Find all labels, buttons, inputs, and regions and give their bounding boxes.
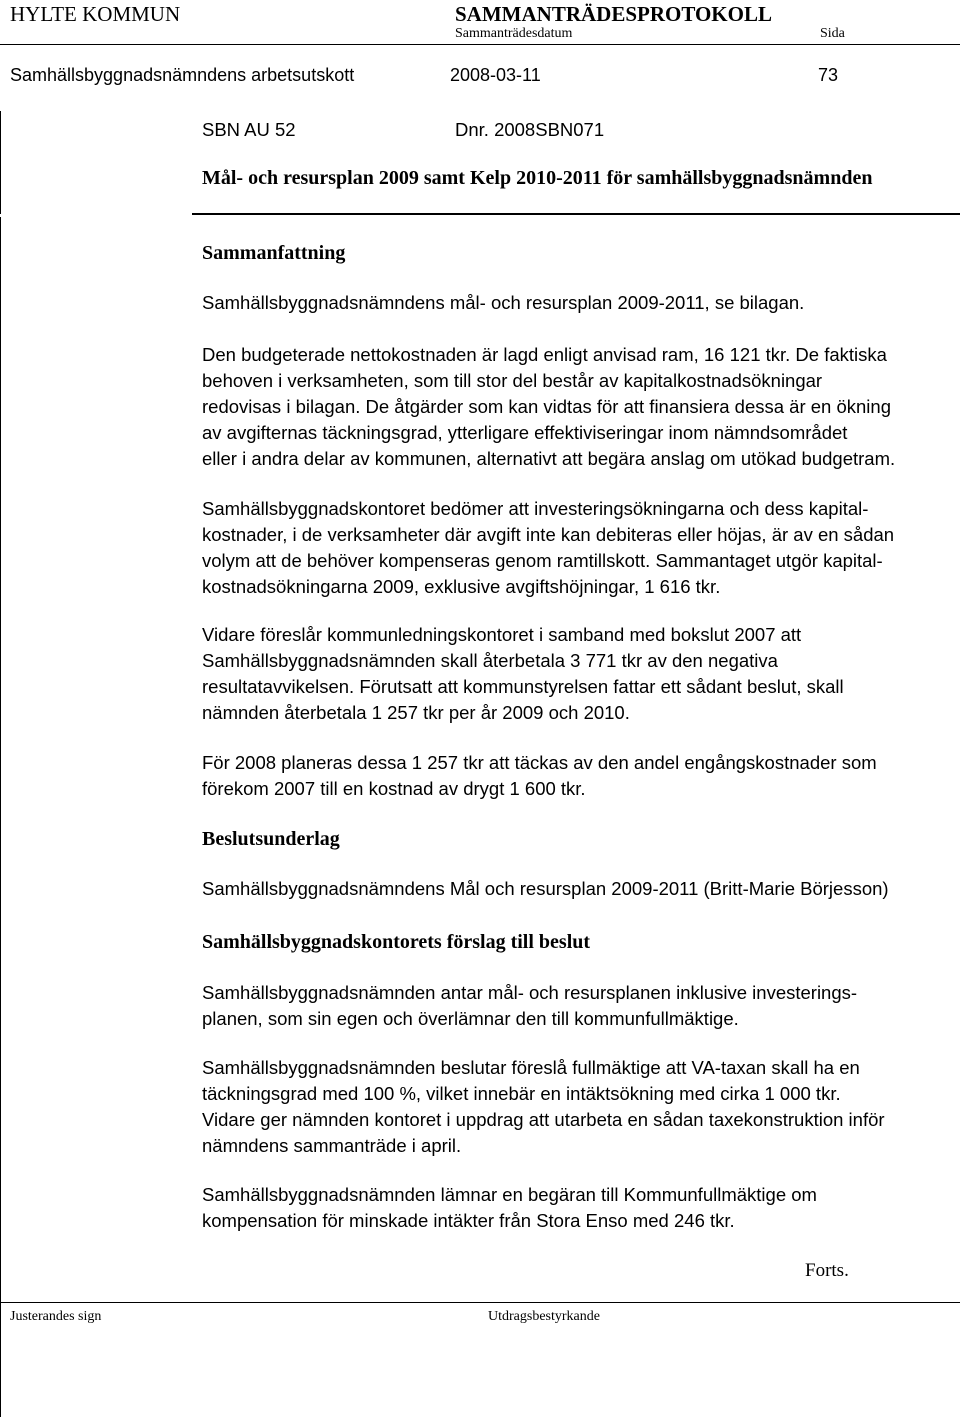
page-label: Sida — [820, 26, 845, 41]
text-line: Samhällsbyggnadsnämnden beslutar föreslå fullmäktige att VA-taxan skall ha en — [202, 1057, 860, 1078]
summary-paragraph-1 — [202, 290, 804, 316]
case-number: SBN AU 52 — [202, 119, 296, 140]
footer-left-rule — [0, 1302, 1, 1417]
left-margin-rule — [0, 111, 1, 214]
text-line: Vidare ger nämnden kontoret i uppdrag att utarbeta en sådan taxekonstruktion inför — [202, 1109, 885, 1130]
proposal-paragraph-2 — [202, 1055, 885, 1159]
text-line: planen, som sin egen och överlämnar den till kommunfullmäktige. — [202, 1008, 739, 1029]
page-number: 73 — [818, 65, 839, 85]
text-line: kompensation för minskade intäkter från Stora Enso med 246 tkr. — [202, 1210, 735, 1231]
text-line: nämnden återbetala 1 257 tkr per år 2009 och 2010. — [202, 702, 630, 723]
text-line: För 2008 planeras dessa 1 257 tkr att täckas av den andel engångskostnader som — [202, 752, 877, 773]
text-line: täckningsgrad med 100 %, vilket innebär en intäktsökning med cirka 1 000 tkr. — [202, 1083, 841, 1104]
summary-paragraph-5 — [202, 750, 877, 802]
committee-name: Samhällsbyggnadsnämndens arbetsutskott — [10, 65, 355, 85]
text-line: förekom 2007 till en kostnad av drygt 1 600 tkr. — [202, 778, 586, 799]
continued-marker: Forts. — [805, 1260, 849, 1281]
extract-certification-label: Utdragsbestyrkande — [488, 1309, 600, 1324]
text-line: volym att de behöver kompenseras genom ramtillskott. Sammantaget utgör kapital- — [202, 550, 883, 571]
text-line: Samhällsbyggnadsnämnden lämnar en begäran till Kommunfullmäktige om — [202, 1184, 817, 1205]
summary-paragraph-2 — [202, 342, 895, 472]
registration-number: Dnr. 2008SBN071 — [455, 119, 605, 140]
case-title: Mål- och resursplan 2009 samt Kelp 2010-2011 för samhällsbyggnadsnämnden — [202, 167, 873, 189]
text-line: kostnadsökningarna 2009, exklusive avgiftshöjningar, 1 616 tkr. — [202, 576, 721, 597]
text-line: Den budgeterade nettokostnaden är lagd enligt anvisad ram, 16 121 tkr. De faktiska — [202, 344, 887, 365]
section-heading-proposal: Samhällsbyggnadskontorets förslag till beslut — [202, 931, 591, 953]
section-heading-basis: Beslutsunderlag — [202, 828, 340, 850]
footer-divider — [0, 1302, 960, 1303]
document-type: SAMMANTRÄDESPROTOKOLL — [455, 2, 772, 26]
signature-label: Justerandes sign — [10, 1309, 102, 1324]
summary-paragraph-4 — [202, 622, 844, 726]
text-line: av avgifternas täckningsgrad, ytterligare effektiviseringar inom nämndsområdet — [202, 422, 848, 443]
municipality-name: HYLTE KOMMUN — [10, 2, 181, 26]
basis-paragraph — [202, 876, 889, 902]
summary-paragraph-3 — [202, 496, 894, 600]
text-line: Samhällsbyggnadsnämndens Mål och resursplan 2009-2011 (Britt-Marie Börjesson) — [202, 878, 889, 899]
title-underline — [192, 213, 960, 215]
left-margin-rule-lower — [0, 217, 1, 1417]
text-line: eller i andra delar av kommunen, alternativt att begära anslag om utökad budgetram. — [202, 448, 896, 469]
section-heading-summary: Sammanfattning — [202, 242, 346, 264]
text-line: Vidare föreslår kommunledningskontoret i samband med bokslut 2007 att — [202, 624, 802, 645]
text-line: kostnader, i de verksamheter där avgift inte kan debiteras eller höjas, är av en sådan — [202, 524, 895, 545]
text-line: nämndens sammanträde i april. — [202, 1135, 462, 1156]
text-line: Samhällsbyggnadsnämndens mål- och resursplan 2009-2011, se bilagan. — [202, 292, 805, 313]
text-line: Samhällsbyggnadskontoret bedömer att investeringsökningarna och dess kapital- — [202, 498, 869, 519]
text-line: redovisas i bilagan. De åtgärder som kan vidtas för att finansiera dessa är en ökning — [202, 396, 891, 417]
text-line: Samhällsbyggnadsnämnden antar mål- och resursplanen inklusive investerings- — [202, 982, 858, 1003]
meeting-date: 2008-03-11 — [450, 65, 541, 85]
proposal-paragraph-1 — [202, 980, 857, 1032]
text-line: resultatavvikelsen. Förutsatt att kommunstyrelsen fattar ett sådant beslut, skall — [202, 676, 844, 697]
text-line: behoven i verksamheten, som till stor del består av kapitalkostnadsökningar — [202, 370, 823, 391]
text-line: Samhällsbyggnadsnämnden skall återbetala 3 771 tkr av den negativa — [202, 650, 778, 671]
meeting-date-label: Sammanträdesdatum — [455, 26, 573, 41]
header-divider — [0, 44, 960, 45]
proposal-paragraph-3 — [202, 1182, 817, 1234]
